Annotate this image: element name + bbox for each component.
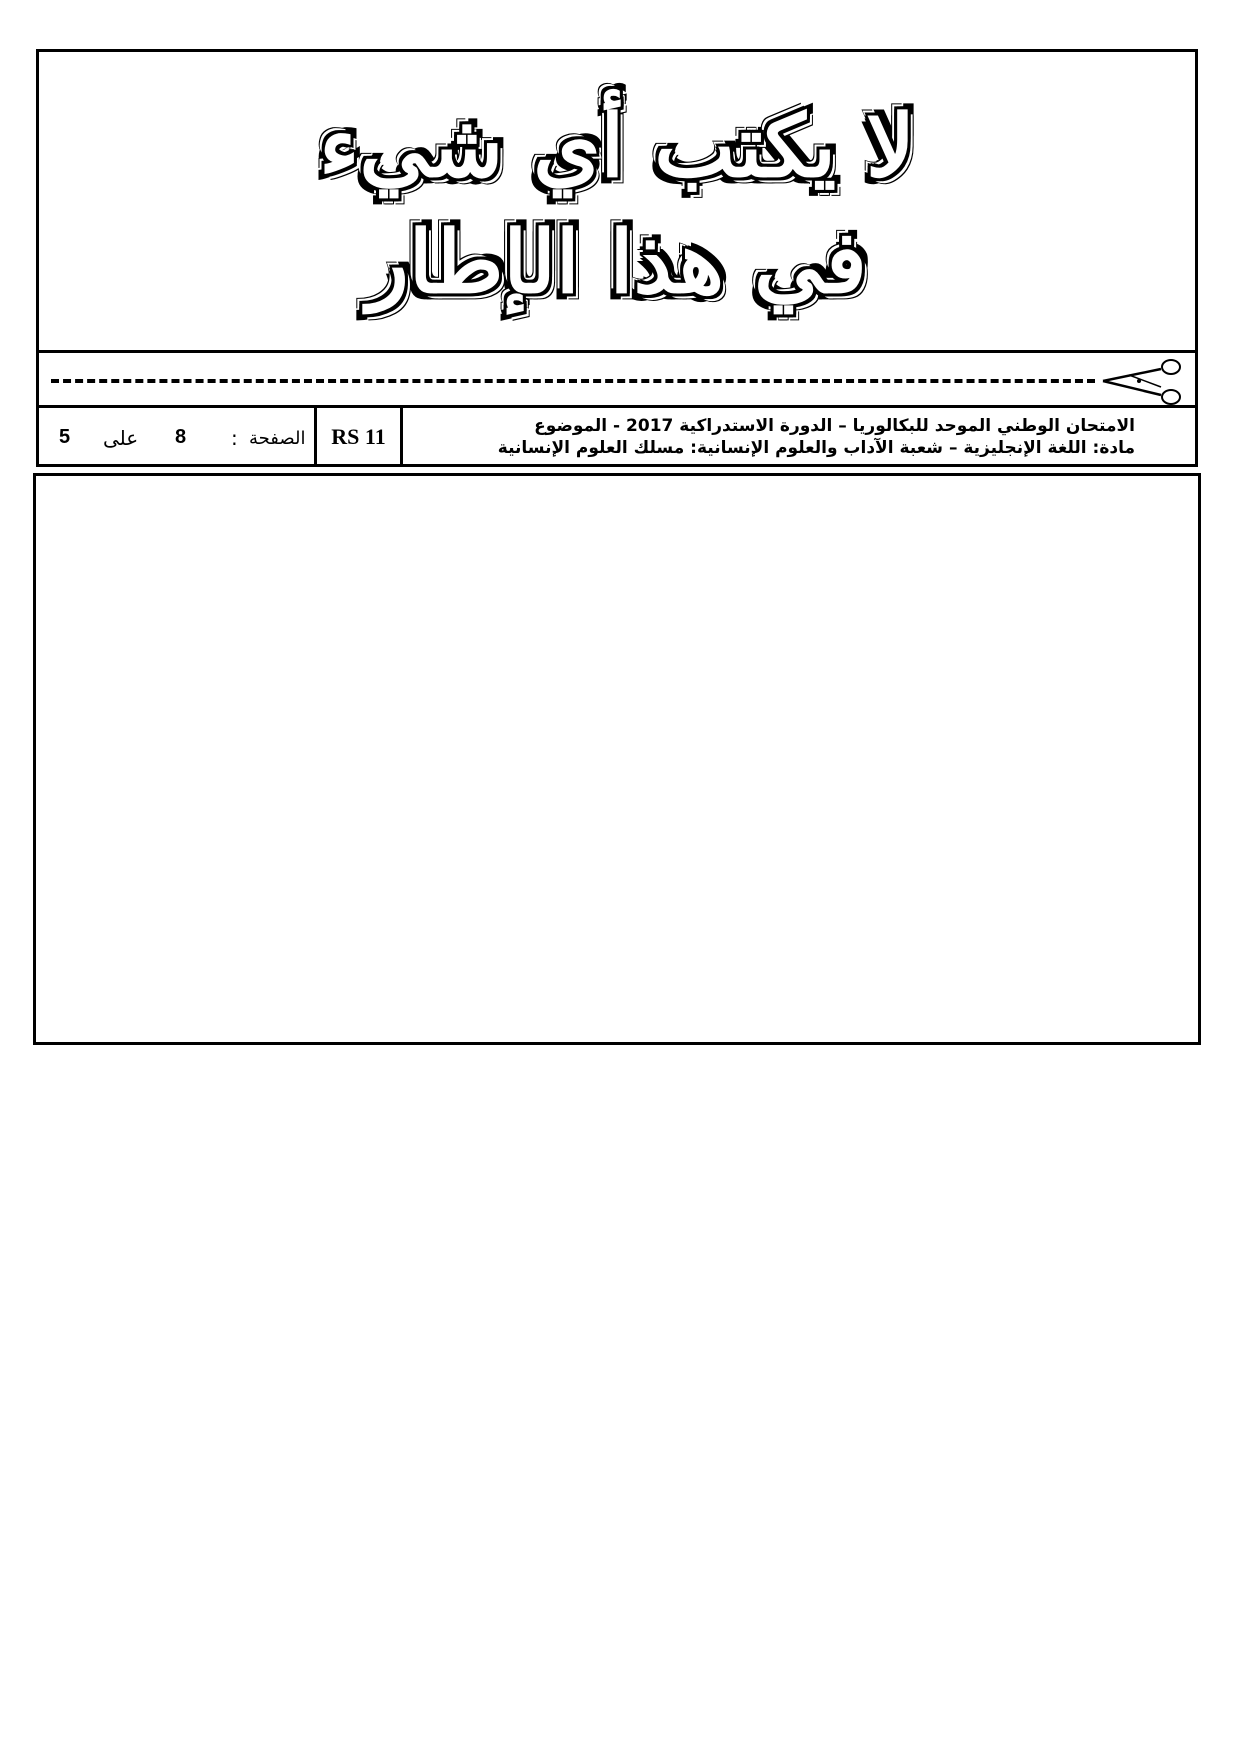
answer-box[interactable]	[33, 473, 1201, 1045]
exam-title-line-1: الامتحان الوطني الموحد للبكالوريا – الدورة الاستدراكية 2017 - الموضوع	[534, 416, 1135, 436]
banner-line-2: في هذا الإطار	[367, 212, 867, 313]
page-label: الصفحة	[249, 428, 306, 449]
scissors-icon	[1099, 357, 1189, 407]
cut-dashed-line	[51, 379, 1095, 383]
page-current: 8	[175, 426, 187, 448]
exam-title-cell	[403, 408, 1195, 464]
banner-line-1: لا يكتب أي شيء	[318, 96, 916, 197]
page-of-label: على	[103, 426, 139, 450]
exam-title-line-2: مادة: اللغة الإنجليزية – شعبة الآداب والعلوم الإنسانية: مسلك العلوم الإنسانية	[497, 438, 1135, 458]
page-colon: :	[231, 426, 238, 450]
page-number-cell	[39, 408, 317, 464]
exam-code-cell	[317, 408, 403, 464]
do-not-write-banner	[36, 49, 1198, 353]
exam-info-bar	[36, 405, 1198, 467]
cut-line-strip	[36, 350, 1198, 408]
exam-code: RS 11	[331, 424, 386, 449]
page-total: 5	[59, 426, 71, 448]
